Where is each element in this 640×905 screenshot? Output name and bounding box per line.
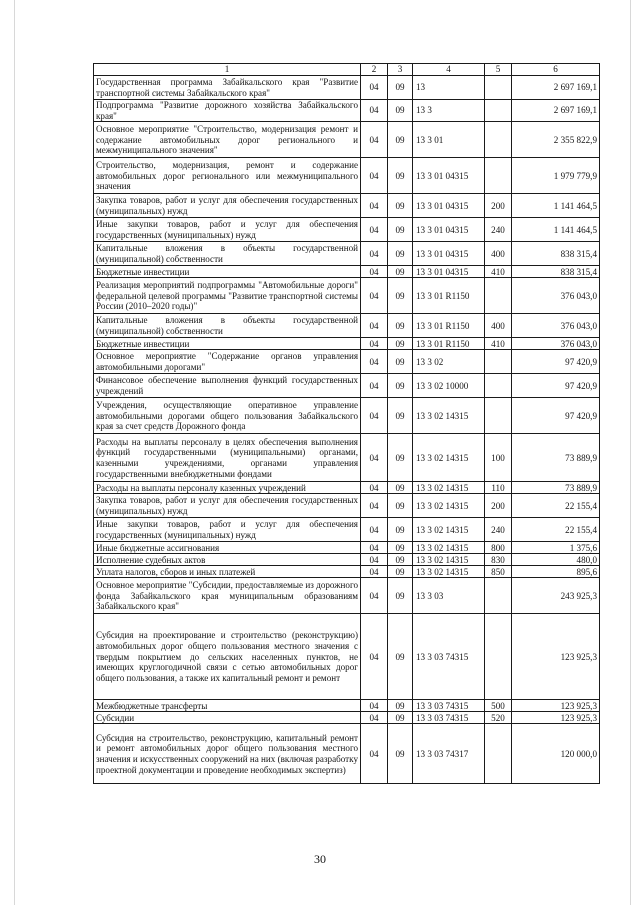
- row-section: 04: [361, 542, 388, 554]
- row-amount: 1 979 779,9: [512, 158, 600, 194]
- row-section: 04: [361, 554, 388, 566]
- row-name: Финансовое обеспечение выполнения функций государственных учреждений: [94, 374, 361, 398]
- row-subsection: 09: [388, 712, 413, 724]
- row-expense-type: [485, 398, 512, 434]
- row-amount: 480,0: [512, 554, 600, 566]
- row-expense-type: 240: [485, 518, 512, 542]
- row-amount: 123 925,3: [512, 700, 600, 712]
- row-section: 04: [361, 338, 388, 350]
- row-section: 04: [361, 566, 388, 578]
- table-row: [94, 724, 600, 784]
- row-section: 04: [361, 158, 388, 194]
- row-subsection: 09: [388, 566, 413, 578]
- row-target-code: 13 3 02 14315: [413, 554, 485, 566]
- row-subsection: 09: [388, 554, 413, 566]
- table-row: [94, 194, 600, 218]
- page-edge-left: [14, 0, 15, 905]
- row-amount: 1 375,6: [512, 542, 600, 554]
- row-subsection: 09: [388, 350, 413, 374]
- row-expense-type: 410: [485, 266, 512, 278]
- row-expense-type: [485, 122, 512, 158]
- row-name: Капитальные вложения в объекты государственной (муниципальной) собственности: [94, 242, 361, 266]
- row-amount: 2 697 169,1: [512, 76, 600, 100]
- table-row: [94, 398, 600, 434]
- row-section: 04: [361, 242, 388, 266]
- row-name: Закупка товаров, работ и услуг для обеспечения государственных (муниципальных) нужд: [94, 494, 361, 518]
- table-row: [94, 554, 600, 566]
- row-name: Основное мероприятие "Содержание органов управления автомобильными дорогами": [94, 350, 361, 374]
- row-expense-type: [485, 350, 512, 374]
- row-subsection: 09: [388, 314, 413, 338]
- row-subsection: 09: [388, 700, 413, 712]
- row-subsection: 09: [388, 76, 413, 100]
- row-expense-type: [485, 158, 512, 194]
- column-header-subsection: 3: [388, 64, 413, 76]
- row-amount: 376 043,0: [512, 338, 600, 350]
- row-expense-type: 800: [485, 542, 512, 554]
- row-section: 04: [361, 314, 388, 338]
- table-row: [94, 266, 600, 278]
- row-amount: 22 155,4: [512, 518, 600, 542]
- row-subsection: 09: [388, 724, 413, 784]
- row-target-code: 13 3 03 74315: [413, 700, 485, 712]
- row-expense-type: 830: [485, 554, 512, 566]
- row-name: Иные закупки товаров, работ и услуг для обеспечения государственных (муниципальных) нужд: [94, 218, 361, 242]
- table-row: [94, 76, 600, 100]
- row-subsection: 09: [388, 218, 413, 242]
- row-name: Закупка товаров, работ и услуг для обеспечения государственных (муниципальных) нужд: [94, 194, 361, 218]
- row-amount: 1 141 464,5: [512, 218, 600, 242]
- row-expense-type: [485, 100, 512, 122]
- row-expense-type: [485, 578, 512, 614]
- row-amount: 22 155,4: [512, 494, 600, 518]
- row-section: 04: [361, 374, 388, 398]
- table-row: [94, 566, 600, 578]
- row-target-code: 13 3 02 14315: [413, 398, 485, 434]
- row-subsection: 09: [388, 542, 413, 554]
- row-expense-type: 110: [485, 482, 512, 494]
- row-amount: 2 355 822,9: [512, 122, 600, 158]
- table-row: [94, 434, 600, 482]
- row-target-code: 13 3 02 14315: [413, 482, 485, 494]
- row-name: Бюджетные инвестиции: [94, 338, 361, 350]
- row-expense-type: 520: [485, 712, 512, 724]
- row-section: 04: [361, 482, 388, 494]
- row-expense-type: [485, 374, 512, 398]
- row-target-code: 13 3 02 14315: [413, 566, 485, 578]
- table-row: [94, 122, 600, 158]
- row-target-code: 13 3 01 04315: [413, 218, 485, 242]
- row-subsection: 09: [388, 614, 413, 700]
- row-name: Государственная программа Забайкальского края "Развитие транспортной системы Забайкальского края": [94, 76, 361, 100]
- column-header-expense-type: 5: [485, 64, 512, 76]
- row-section: 04: [361, 398, 388, 434]
- budget-table-body: [94, 64, 600, 784]
- table-row: [94, 518, 600, 542]
- row-name: Бюджетные инвестиции: [94, 266, 361, 278]
- table-row: [94, 158, 600, 194]
- row-name: Капитальные вложения в объекты государственной (муниципальной) собственности: [94, 314, 361, 338]
- row-expense-type: 400: [485, 314, 512, 338]
- budget-table: [93, 63, 600, 784]
- row-expense-type: 400: [485, 242, 512, 266]
- row-section: 04: [361, 724, 388, 784]
- row-subsection: 09: [388, 242, 413, 266]
- row-subsection: 09: [388, 338, 413, 350]
- row-target-code: 13 3 02 14315: [413, 434, 485, 482]
- row-name: Реализация мероприятий подпрограммы "Автомобильные дороги" федеральной целевой программы "Развитие транспортной системы России (2010–2020 годы)": [94, 278, 361, 314]
- row-target-code: 13 3 01: [413, 122, 485, 158]
- row-name: Исполнение судебных актов: [94, 554, 361, 566]
- row-name: Основное мероприятие "Субсидии, предоставляемые из дорожного фонда Забайкальского края муниципальным образованиям Забайкальского края": [94, 578, 361, 614]
- row-amount: 838 315,4: [512, 242, 600, 266]
- row-name: Субсидия на строительство, реконструкцию, капитальный ремонт и ремонт автомобильных дорог общего пользования местного значения и искусственных сооружений на них (включая разработку проектной документации и проведение необходимых экспертиз): [94, 724, 361, 784]
- table-row: [94, 700, 600, 712]
- row-expense-type: 240: [485, 218, 512, 242]
- row-name: Межбюджетные трансферты: [94, 700, 361, 712]
- row-target-code: 13 3 01 R1150: [413, 314, 485, 338]
- row-name: Иные закупки товаров, работ и услуг для обеспечения государственных (муниципальных) нужд: [94, 518, 361, 542]
- row-target-code: 13 3 02 14315: [413, 542, 485, 554]
- row-subsection: 09: [388, 518, 413, 542]
- row-amount: 123 925,3: [512, 614, 600, 700]
- row-amount: 97 420,9: [512, 398, 600, 434]
- table-row: [94, 494, 600, 518]
- row-target-code: 13: [413, 76, 485, 100]
- row-amount: 243 925,3: [512, 578, 600, 614]
- table-row: [94, 278, 600, 314]
- row-name: Субсидия на проектирование и строительство (реконструкцию) автомобильных дорог общего пользования местного значения с твердым покрытием до сельских населенных пунктов, не имеющих круглогодичной связи с сетью автомобильных дорог общего пользования, а также их капитальный ремонт и ремонт: [94, 614, 361, 700]
- row-name: Иные бюджетные ассигнования: [94, 542, 361, 554]
- row-subsection: 09: [388, 578, 413, 614]
- row-section: 04: [361, 712, 388, 724]
- row-amount: 2 697 169,1: [512, 100, 600, 122]
- table-row: [94, 542, 600, 554]
- row-amount: 376 043,0: [512, 314, 600, 338]
- page-number: 30: [314, 852, 326, 866]
- row-target-code: 13 3 03: [413, 578, 485, 614]
- row-subsection: 09: [388, 278, 413, 314]
- row-section: 04: [361, 350, 388, 374]
- row-target-code: 13 3 02 14315: [413, 494, 485, 518]
- row-target-code: 13 3 02 14315: [413, 518, 485, 542]
- row-amount: 73 889,9: [512, 482, 600, 494]
- row-target-code: 13 3 01 04315: [413, 194, 485, 218]
- row-target-code: 13 3 02: [413, 350, 485, 374]
- row-expense-type: 100: [485, 434, 512, 482]
- row-amount: 838 315,4: [512, 266, 600, 278]
- row-expense-type: [485, 724, 512, 784]
- row-expense-type: 850: [485, 566, 512, 578]
- row-name: Строительство, модернизация, ремонт и содержание автомобильных дорог регионального или межмуниципального значения: [94, 158, 361, 194]
- row-name: Расходы на выплаты персоналу казенных учреждений: [94, 482, 361, 494]
- row-expense-type: 500: [485, 700, 512, 712]
- row-subsection: 09: [388, 494, 413, 518]
- row-amount: 73 889,9: [512, 434, 600, 482]
- row-amount: 123 925,3: [512, 712, 600, 724]
- table-row: [94, 218, 600, 242]
- row-section: 04: [361, 76, 388, 100]
- row-section: 04: [361, 700, 388, 712]
- row-section: 04: [361, 614, 388, 700]
- row-section: 04: [361, 218, 388, 242]
- page-edge-right: [630, 0, 631, 905]
- row-expense-type: [485, 614, 512, 700]
- row-subsection: 09: [388, 482, 413, 494]
- table-row: [94, 578, 600, 614]
- row-subsection: 09: [388, 194, 413, 218]
- column-header-section: 2: [361, 64, 388, 76]
- row-expense-type: [485, 278, 512, 314]
- column-header-name: 1: [94, 64, 361, 76]
- row-section: 04: [361, 194, 388, 218]
- row-subsection: 09: [388, 122, 413, 158]
- row-amount: 1 141 464,5: [512, 194, 600, 218]
- row-amount: 120 000,0: [512, 724, 600, 784]
- table-row: [94, 100, 600, 122]
- row-name: Субсидии: [94, 712, 361, 724]
- row-name: Учреждения, осуществляющие оперативное управление автомобильными дорогами общего пользования Забайкальского края за счет средств Дорожного фонда: [94, 398, 361, 434]
- row-amount: 895,6: [512, 566, 600, 578]
- row-expense-type: [485, 76, 512, 100]
- table-row: [94, 374, 600, 398]
- row-subsection: 09: [388, 398, 413, 434]
- table-header-row: [94, 64, 600, 76]
- row-target-code: 13 3 03 74315: [413, 712, 485, 724]
- row-amount: 97 420,9: [512, 374, 600, 398]
- row-target-code: 13 3 01 04315: [413, 158, 485, 194]
- table-row: [94, 314, 600, 338]
- row-subsection: 09: [388, 434, 413, 482]
- table-row: [94, 338, 600, 350]
- row-section: 04: [361, 518, 388, 542]
- table-row: [94, 482, 600, 494]
- row-target-code: 13 3 01 R1150: [413, 278, 485, 314]
- row-section: 04: [361, 122, 388, 158]
- column-header-target-code: 4: [413, 64, 485, 76]
- row-subsection: 09: [388, 100, 413, 122]
- row-target-code: 13 3 03 74317: [413, 724, 485, 784]
- row-target-code: 13 3 03 74315: [413, 614, 485, 700]
- row-section: 04: [361, 278, 388, 314]
- row-target-code: 13 3 02 10000: [413, 374, 485, 398]
- row-subsection: 09: [388, 374, 413, 398]
- row-amount: 97 420,9: [512, 350, 600, 374]
- row-section: 04: [361, 578, 388, 614]
- row-subsection: 09: [388, 266, 413, 278]
- row-amount: 376 043,0: [512, 278, 600, 314]
- row-name: Подпрограмма "Развитие дорожного хозяйства Забайкальского края": [94, 100, 361, 122]
- row-section: 04: [361, 266, 388, 278]
- table-row: [94, 242, 600, 266]
- row-expense-type: 200: [485, 194, 512, 218]
- row-target-code: 13 3: [413, 100, 485, 122]
- row-section: 04: [361, 100, 388, 122]
- row-name: Уплата налогов, сборов и иных платежей: [94, 566, 361, 578]
- table-row: [94, 350, 600, 374]
- row-subsection: 09: [388, 158, 413, 194]
- row-name: Основное мероприятие "Строительство, модернизация ремонт и содержание автомобильных дорог регионального и межмуниципального значения": [94, 122, 361, 158]
- row-section: 04: [361, 434, 388, 482]
- row-target-code: 13 3 01 R1150: [413, 338, 485, 350]
- row-target-code: 13 3 01 04315: [413, 266, 485, 278]
- row-expense-type: 410: [485, 338, 512, 350]
- row-name: Расходы на выплаты персоналу в целях обеспечения выполнения функций государственными (муниципальными) органами, казенными учреждениями, органами управления государственными внебюджетными фондами: [94, 434, 361, 482]
- row-expense-type: 200: [485, 494, 512, 518]
- row-target-code: 13 3 01 04315: [413, 242, 485, 266]
- column-header-amount: 6: [512, 64, 600, 76]
- table-row: [94, 712, 600, 724]
- table-row: [94, 614, 600, 700]
- row-section: 04: [361, 494, 388, 518]
